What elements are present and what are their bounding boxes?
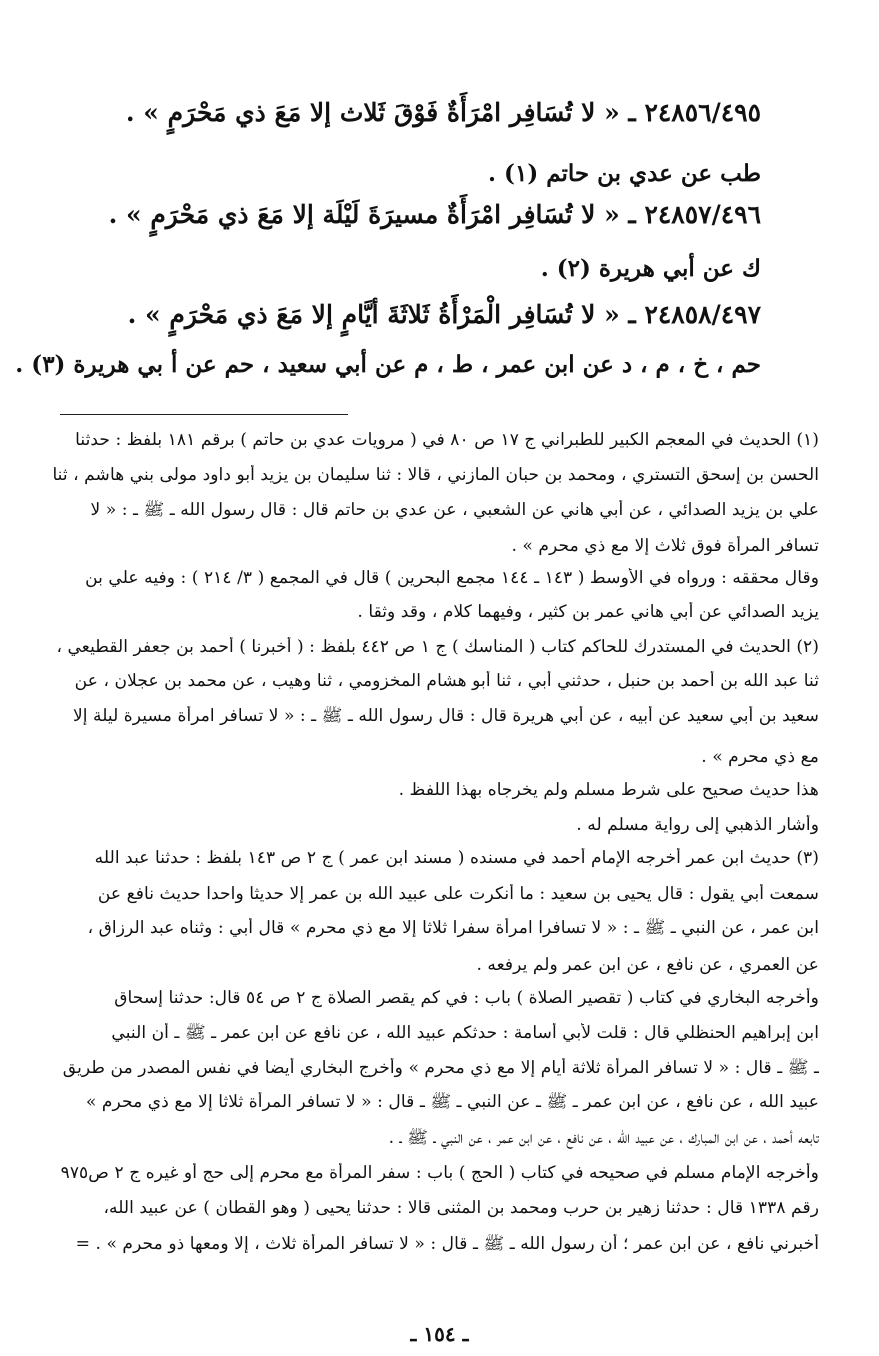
footnote-line: أخبرني نافع ، عن ابن عمر ؛ أن رسول الله ـ ﷺ ـ قال : « لا تسافر المرأة ثلاث ، إلا ومعها ذو محرم » . = <box>75 1234 819 1254</box>
footnote-line: وقال محققه : ورواه في الأوسط ( ١٤٣ ـ ١٤٤ مجمع البحرين ) قال في المجمع ( ٣/ ٢١٤ ) : وفيه علي بن <box>85 568 819 588</box>
hadith-line-1: ٢٤٨٥٦/٤٩٥ ـ « لا تُسَافِر امْرَأَةٌ فَوْقَ ثَلاث إلا مَعَ ذي مَحْرَمٍ » . <box>125 98 761 127</box>
hadith-source-3: حم ، خ ، م ، د عن ابن عمر ، ط ، م عن أبي سعيد ، حم عن أ بي هريرة (٣) . <box>15 351 761 378</box>
footnote-line: (٢) الحديث في المستدرك للحاكم كتاب ( المناسك ) ج ١ ص ٤٤٢ بلفظ : ( أخبرنا ) أحمد بن جعفر القطيعي ، <box>56 637 819 657</box>
footnote-line: (٣) حديث ابن عمر أخرجه الإمام أحمد في مسنده ( مسند ابن عمر ) ج ٢ ص ١٤٣ بلفظ : حدثنا عبد الله <box>94 848 819 868</box>
footnote-line: ثنا عبد الله بن أحمد بن حنبل ، حدثني أبي ، ثنا أبو هشام المخزومي ، ثنا وهيب ، عن محمد بن عجلان ، عن <box>74 671 819 691</box>
footnote-line: هذا حديث صحيح على شرط مسلم ولم يخرجاه بهذا اللفظ . <box>398 780 819 800</box>
hadith-source-2: ك عن أبي هريرة (٢) . <box>540 255 761 282</box>
footnote-line: وأخرجه الإمام مسلم في صحيحه في كتاب ( الحج ) باب : سفر المرأة مع محرم إلى حج أو غيره ج ٢ ص٩٧٥ <box>60 1163 819 1183</box>
footnote-line: تابعه أحمد ، عن ابن المبارك ، عن عبيد الله ، عن نافع ، عن ابن عمر ، عن النبي ـ ﷺ ـ . <box>388 1128 819 1148</box>
footnote-line: يزيد الصدائي عن أبي هاني عمر بن كثير ، وفيهما كلام ، وقد وثقا . <box>357 602 819 622</box>
footnote-line: سمعت أبي يقول : قال يحيى بن سعيد : ما أنكرت على عبيد الله بن عمر إلا حديثا واحدا حديث نافع عن <box>97 884 819 904</box>
footnote-separator <box>60 414 348 415</box>
hadith-line-3: ٢٤٨٥٨/٤٩٧ ـ « لا تُسَافِر الْمَرْأَةُ ثَلاثَةَ أيَّامٍ إلا مَعَ ذي مَحْرَمٍ » . <box>127 300 761 329</box>
footnote-line: وأشار الذهبي إلى رواية مسلم له . <box>576 815 819 835</box>
footnote-line: الحسن بن إسحق التستري ، ومحمد بن حبان المازني ، قالا : ثنا سليمان بن يزيد أبو داود مولى بني هاشم ، ثنا <box>52 465 819 485</box>
footnote-line: وأخرجه البخاري في كتاب ( تقصير الصلاة ) باب : في كم يقصر الصلاة ج ٢ ص ٥٤ قال: حدثنا إسحاق <box>114 988 819 1008</box>
footnote-line: عن العمري ، عن نافع ، عن ابن عمر ولم يرفعه . <box>476 955 819 975</box>
footnote-line: (١) الحديث في المعجم الكبير للطبراني ج ١٧ ص ٨٠ في ( مرويات عدي بن حاتم ) برقم ١٨١ بلفظ : حدثنا <box>75 430 819 450</box>
footnote-line: ـ ﷺ ـ قال : « لا تسافر المرأة ثلاثة أيام إلا مع ذي محرم » وأخرج البخاري أيضا في نفس المصدر من طريق <box>62 1058 819 1078</box>
footnote-line: مع ذي محرم » . <box>701 747 819 767</box>
hadith-source-1: طب عن عدي بن حاتم (١) . <box>488 160 761 187</box>
footnote-line: علي بن يزيد الصدائي ، عن أبي هاني عن الشعبي ، عن عدي بن حاتم قال : قال رسول الله ـ ﷺ ـ : « لا <box>90 500 819 520</box>
footnote-line: تسافر المرأة فوق ثلاث إلا مع ذي محرم » . <box>511 536 819 556</box>
hadith-line-2: ٢٤٨٥٧/٤٩٦ ـ « لا تُسَافِر امْرَأَةٌ مسيرَةَ لَيْلَة إلا مَعَ ذي مَحْرَمٍ » . <box>108 200 761 229</box>
footnote-line: عبيد الله ، عن نافع ، عن ابن عمر ـ ﷺ ـ عن النبي ـ ﷺ ـ قال : « لا تسافر المرأة ثلاثا إلا مع ذي محرم » <box>85 1092 819 1112</box>
footnote-line: ابن عمر ، عن النبي ـ ﷺ ـ : « لا تسافرا امرأة سفرا ثلاثا إلا مع ذي محرم » قال أبي : وثناه عبد الرزاق ، <box>87 918 819 938</box>
footnote-line: سعيد بن أبي سعيد عن أبيه ، عن أبي هريرة قال : قال رسول الله ـ ﷺ ـ : « لا تسافر امرأة مسيرة ليلة إلا <box>72 706 819 726</box>
footnote-line: رقم ١٣٣٨ قال : حدثنا زهير بن حرب ومحمد بن المثنى قالا : حدثنا يحيى ( وهو القطان ) عن عبيد الله، <box>103 1198 819 1218</box>
footnote-line: ابن إبراهيم الحنظلي قال : قلت لأبي أسامة : حدثكم عبيد الله ، عن نافع عن ابن عمر ـ ﷺ ـ أن النبي <box>111 1023 819 1043</box>
page-number: ـ ١٥٤ ـ <box>410 1322 469 1346</box>
